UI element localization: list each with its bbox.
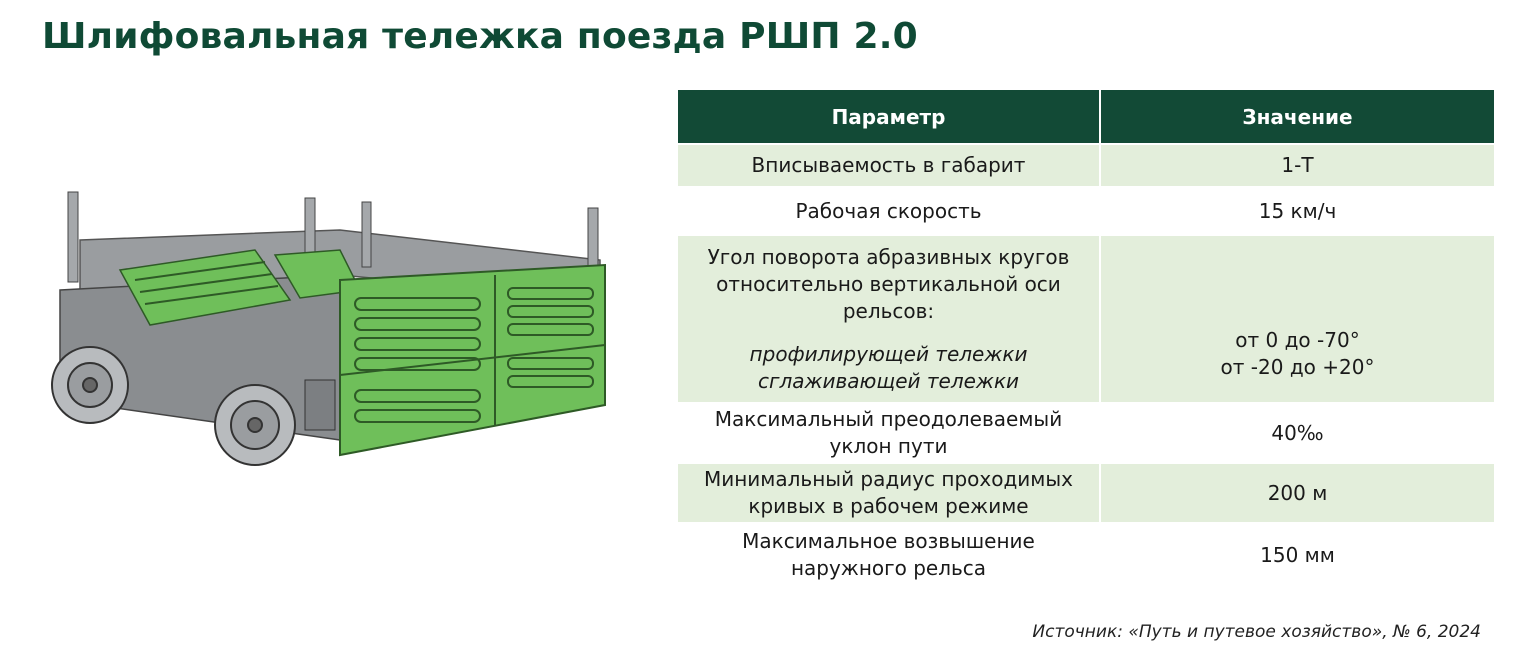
page-title: Шлифовальная тележка поезда РШП 2.0 <box>42 16 918 57</box>
param-text: Максимальное возвышение <box>742 529 1035 553</box>
param-cell <box>678 187 1100 235</box>
table-row <box>678 403 1494 463</box>
param-text: Вписываемость в габарит <box>751 153 1026 177</box>
param-cell <box>678 463 1100 523</box>
sub-value-list <box>1107 327 1488 381</box>
param-text: уклон пути <box>829 434 948 458</box>
param-text: Угол поворота абразивных кругов <box>707 244 1070 269</box>
param-cell <box>678 523 1100 586</box>
value-cell <box>1100 523 1494 586</box>
table-row <box>678 187 1494 235</box>
sub-value-text: от 0 до -70° <box>1235 328 1360 352</box>
column-header-value: Значение <box>1100 90 1494 144</box>
sub-param-text: профилирующей тележки <box>749 341 1028 366</box>
sub-value-text: от -20 до +20° <box>1220 355 1375 379</box>
column-header-parameter: Параметр <box>678 90 1100 144</box>
param-text: Рабочая скорость <box>795 198 982 223</box>
param-text: Минимальный радиус проходимых <box>703 467 1074 491</box>
value-text: 40‰ <box>1271 420 1324 445</box>
value-text: 150 мм <box>1260 542 1335 567</box>
table-header-row <box>678 90 1494 144</box>
param-text: наружного рельса <box>790 556 987 580</box>
value-text: 200 м <box>1267 480 1328 505</box>
grinding-bogie-illustration <box>40 180 620 500</box>
param-text: относительно вертикальной оси <box>716 271 1061 296</box>
value-cell <box>1100 187 1494 235</box>
sub-param-text: сглаживающей тележки <box>757 368 1020 393</box>
value-cell <box>1100 463 1494 523</box>
param-cell <box>678 144 1100 187</box>
table-row <box>678 523 1494 586</box>
table-row <box>678 235 1494 403</box>
parameters-table <box>678 90 1494 586</box>
param-cell <box>678 403 1100 463</box>
param-text: кривых в рабочем режиме <box>748 494 1029 518</box>
param-text: рельсов: <box>842 298 935 323</box>
param-text: Максимальный преодолеваемый <box>714 407 1063 431</box>
table-row <box>678 463 1494 523</box>
value-cell <box>1100 144 1494 187</box>
value-text: 15 км/ч <box>1258 198 1337 223</box>
value-text: 1-Т <box>1281 153 1314 177</box>
table-row <box>678 144 1494 187</box>
value-cell <box>1100 403 1494 463</box>
value-cell <box>1100 235 1494 403</box>
sub-param-list <box>684 341 1093 395</box>
source-citation: Источник: «Путь и путевое хозяйство», № 6, 2024 <box>1032 622 1481 642</box>
param-cell <box>678 235 1100 403</box>
